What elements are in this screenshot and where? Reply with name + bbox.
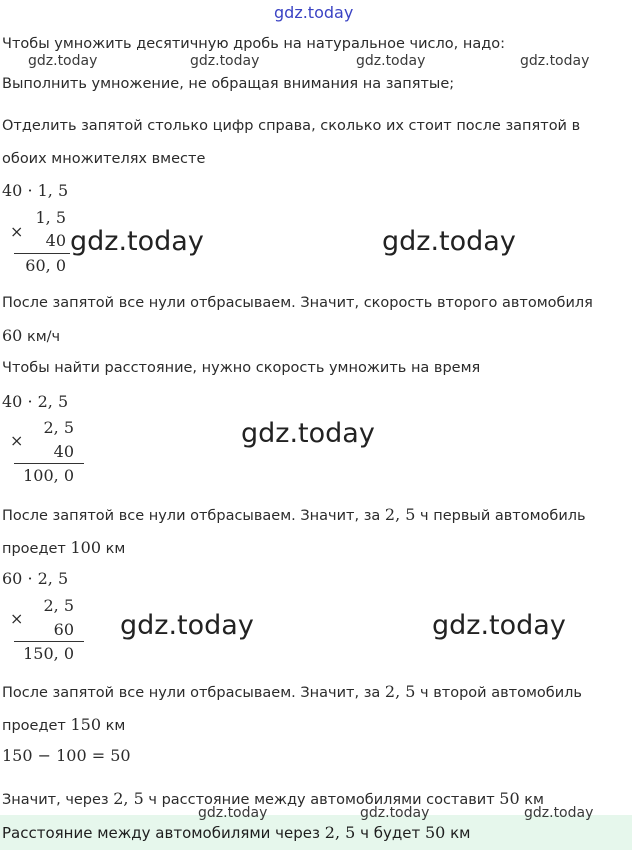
text-after-2: После запятой все нули отбрасываем. Значит, за 2, 5 ч первый автомобиль	[2, 505, 586, 524]
multiply-sign: ×	[10, 222, 24, 241]
rule-step-2: Отделить запятой столько цифр справа, сколько их стоит после запятой в	[2, 118, 581, 134]
speed-value: 60	[2, 326, 23, 345]
multiply-sign: ×	[10, 609, 24, 628]
time-value: 2, 5	[113, 789, 144, 808]
speed-line	[2, 326, 60, 345]
watermark-small: gdz.today	[190, 53, 260, 69]
expression-1: 40 · 1, 5	[2, 181, 69, 200]
answer-text: Расстояние между автомобилями через 2, 5 ч будет 50 км	[2, 823, 471, 842]
rule-step-2-cont: обоих множителях вместе	[2, 151, 206, 167]
distance-value: 50	[424, 823, 446, 842]
watermark-large: gdz.today	[120, 610, 254, 641]
speed-unit: км/ч	[26, 329, 61, 345]
expression-4: 150 − 100 = 50	[2, 746, 131, 765]
expression-3: 60 · 2, 5	[2, 569, 69, 588]
multiply-sign: ×	[10, 431, 24, 450]
watermark-small: gdz.today	[198, 805, 268, 821]
distance-value: 150	[70, 715, 102, 734]
column-top-factor: 2, 5	[43, 418, 74, 437]
watermark-large: gdz.today	[70, 226, 204, 257]
watermark-large: gdz.today	[241, 418, 375, 449]
distance-first: проедет 100 км	[2, 538, 126, 557]
distance-rule: Чтобы найти расстояние, нужно скорость умножить на время	[2, 360, 481, 376]
conclusion: Значит, через 2, 5 ч расстояние между автомобилями составит 50 км	[2, 789, 544, 808]
column-bottom-factor: 40	[45, 231, 66, 250]
watermark-small: gdz.today	[520, 53, 590, 69]
watermark-large: gdz.today	[432, 610, 566, 641]
watermark-small: gdz.today	[28, 53, 98, 69]
time-value: 2, 5	[324, 823, 356, 842]
column-result: 150, 0	[23, 644, 74, 663]
time-value: 2, 5	[384, 682, 416, 701]
column-bottom-factor: 40	[53, 442, 74, 461]
distance-second: проедет 150 км	[2, 715, 126, 734]
column-divider	[14, 641, 84, 642]
column-result: 60, 0	[25, 256, 66, 275]
expression-2: 40 · 2, 5	[2, 392, 69, 411]
column-result: 100, 0	[23, 466, 74, 485]
watermark-small: gdz.today	[356, 53, 426, 69]
watermark-small: gdz.today	[360, 805, 430, 821]
column-divider	[14, 253, 70, 254]
column-top-factor: 1, 5	[35, 208, 66, 227]
column-bottom-factor: 60	[53, 620, 74, 639]
column-divider	[14, 463, 84, 464]
distance-value: 50	[499, 789, 520, 808]
text-after-1: После запятой все нули отбрасываем. Значит, скорость второго автомобиля	[2, 295, 593, 311]
rule-intro: Чтобы умножить десятичную дробь на натуральное число, надо:	[2, 36, 505, 52]
column-top-factor: 2, 5	[43, 596, 74, 615]
distance-value: 100	[70, 538, 102, 557]
rule-step-1: Выполнить умножение, не обращая внимания на запятые;	[2, 76, 455, 92]
watermark-top: gdz.today	[274, 3, 354, 22]
text-after-3: После запятой все нули отбрасываем. Значит, за 2, 5 ч второй автомобиль	[2, 682, 582, 701]
watermark-small: gdz.today	[524, 805, 594, 821]
time-value: 2, 5	[384, 505, 416, 524]
watermark-large: gdz.today	[382, 226, 516, 257]
